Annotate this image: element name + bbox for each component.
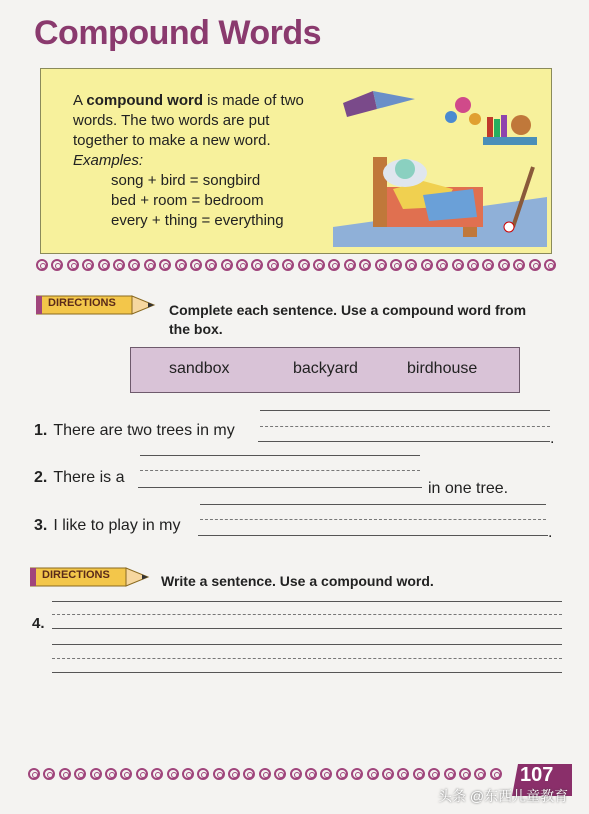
decorative-dot [459, 768, 471, 780]
item-3-period: . [548, 524, 553, 541]
decorative-dot [113, 259, 125, 271]
decorative-dot [228, 768, 240, 780]
decorative-dot [105, 768, 117, 780]
writing-top-line [260, 410, 550, 411]
writing-mid-line [260, 426, 550, 427]
item-number: 2. [34, 469, 48, 486]
decorative-dot [305, 768, 317, 780]
definition-line: words. The two words are put [73, 112, 270, 129]
writing-mid-line [52, 614, 562, 615]
definition-line: together to make a new word. [73, 132, 271, 149]
decorative-dot [36, 259, 48, 271]
decorative-dot [159, 259, 171, 271]
decorative-dot [359, 259, 371, 271]
definition-text [73, 91, 333, 231]
decorative-dot [421, 259, 433, 271]
decorative-dot [452, 259, 464, 271]
decorative-dot [444, 768, 456, 780]
decorative-dot [298, 259, 310, 271]
writing-top-line [200, 504, 546, 505]
decorative-dot [82, 259, 94, 271]
decorative-dot [544, 259, 556, 271]
decorative-dot [221, 259, 233, 271]
decorative-dot [482, 259, 494, 271]
word-bank [130, 347, 520, 393]
decorative-dot [28, 768, 40, 780]
decorative-dot [474, 768, 486, 780]
word-backyard: backyard [293, 360, 358, 377]
directions-label: DIRECTIONS [42, 569, 110, 581]
decorative-dot [320, 768, 332, 780]
item-1 [34, 422, 235, 440]
item-1-period: . [550, 430, 555, 447]
directions-label: DIRECTIONS [48, 297, 116, 309]
decorative-dot [182, 768, 194, 780]
decorative-dot [313, 259, 325, 271]
decorative-dot [128, 259, 140, 271]
decorative-dot [274, 768, 286, 780]
decorative-dot [397, 768, 409, 780]
decorative-dot [120, 768, 132, 780]
item-number: 3. [34, 517, 48, 534]
answer-line-1[interactable] [258, 441, 550, 442]
decorative-dot [59, 768, 71, 780]
page-number: 107 [520, 764, 554, 786]
example-songbird: song + bird = songbird [111, 172, 261, 189]
bedroom-illustration [333, 77, 547, 247]
answer-line-4a[interactable] [52, 628, 562, 629]
directions-banner-1 [36, 294, 156, 316]
decorative-dot [328, 259, 340, 271]
decorative-dot [243, 768, 255, 780]
writing-top-line [52, 601, 562, 602]
item-2 [34, 469, 124, 487]
writing-top-line [140, 455, 420, 456]
watermark: 头条 @东西儿童教育 [438, 788, 569, 804]
decorative-dot [251, 259, 263, 271]
decorative-dot [236, 259, 248, 271]
decorative-dot [282, 259, 294, 271]
decorative-dot [197, 768, 209, 780]
decorative-dot [290, 768, 302, 780]
decorative-dot [151, 768, 163, 780]
term-compound-word: compound word [86, 92, 204, 109]
page-title: Compound Words [34, 14, 321, 52]
decorative-dot [205, 259, 217, 271]
example-everything: every + thing = everything [111, 212, 284, 229]
word-birdhouse: birdhouse [407, 360, 478, 377]
decorative-dot [90, 768, 102, 780]
instruction-line: Complete each sentence. Use a compound word from [169, 302, 527, 318]
decorative-dots-top [36, 259, 556, 273]
decorative-dot [498, 259, 510, 271]
decorative-dot [467, 259, 479, 271]
decorative-dot [74, 768, 86, 780]
decorative-dot [144, 259, 156, 271]
decorative-dot [51, 259, 63, 271]
answer-line-2[interactable] [138, 487, 422, 488]
instruction-2: Write a sentence. Use a compound word. [161, 573, 434, 589]
decorative-dot [98, 259, 110, 271]
directions-banner-2 [30, 566, 150, 588]
item-2-end: in one tree. [428, 480, 509, 497]
writing-mid-line [52, 658, 562, 659]
writing-top-line [52, 644, 562, 645]
examples-label: Examples: [73, 152, 144, 169]
instruction-line: the box. [169, 321, 223, 337]
decorative-dot [267, 259, 279, 271]
decorative-dot [382, 768, 394, 780]
decorative-dot [351, 768, 363, 780]
item-number: 1. [34, 422, 48, 439]
answer-line-3[interactable] [198, 535, 548, 536]
decorative-dot [175, 259, 187, 271]
decorative-dots-bottom [28, 768, 502, 782]
decorative-dot [136, 768, 148, 780]
decorative-dot [259, 768, 271, 780]
item-text: There are two trees in my [53, 422, 235, 439]
decorative-dot [490, 768, 502, 780]
decorative-dot [43, 768, 55, 780]
decorative-dot [213, 768, 225, 780]
decorative-dot [367, 768, 379, 780]
intro-text: A [73, 92, 87, 109]
decorative-dot [413, 768, 425, 780]
writing-mid-line [140, 470, 420, 471]
decorative-dot [167, 768, 179, 780]
decorative-dot [390, 259, 402, 271]
decorative-dot [336, 768, 348, 780]
definition-box [40, 68, 552, 254]
item-text: I like to play in my [53, 517, 181, 534]
example-bedroom: bed + room = bedroom [111, 192, 264, 209]
decorative-dot [428, 768, 440, 780]
item-text: There is a [53, 469, 125, 486]
instruction-1 [169, 301, 526, 339]
decorative-dot [375, 259, 387, 271]
word-sandbox: sandbox [169, 360, 230, 377]
decorative-dot [405, 259, 417, 271]
writing-mid-line [200, 519, 546, 520]
decorative-dot [436, 259, 448, 271]
decorative-dot [344, 259, 356, 271]
item-3 [34, 517, 181, 535]
answer-line-4b[interactable] [52, 672, 562, 673]
decorative-dot [190, 259, 202, 271]
decorative-dot [67, 259, 79, 271]
decorative-dot [513, 259, 525, 271]
item-4-number: 4. [32, 615, 45, 632]
intro-text-end: is made of two [203, 92, 304, 109]
decorative-dot [529, 259, 541, 271]
